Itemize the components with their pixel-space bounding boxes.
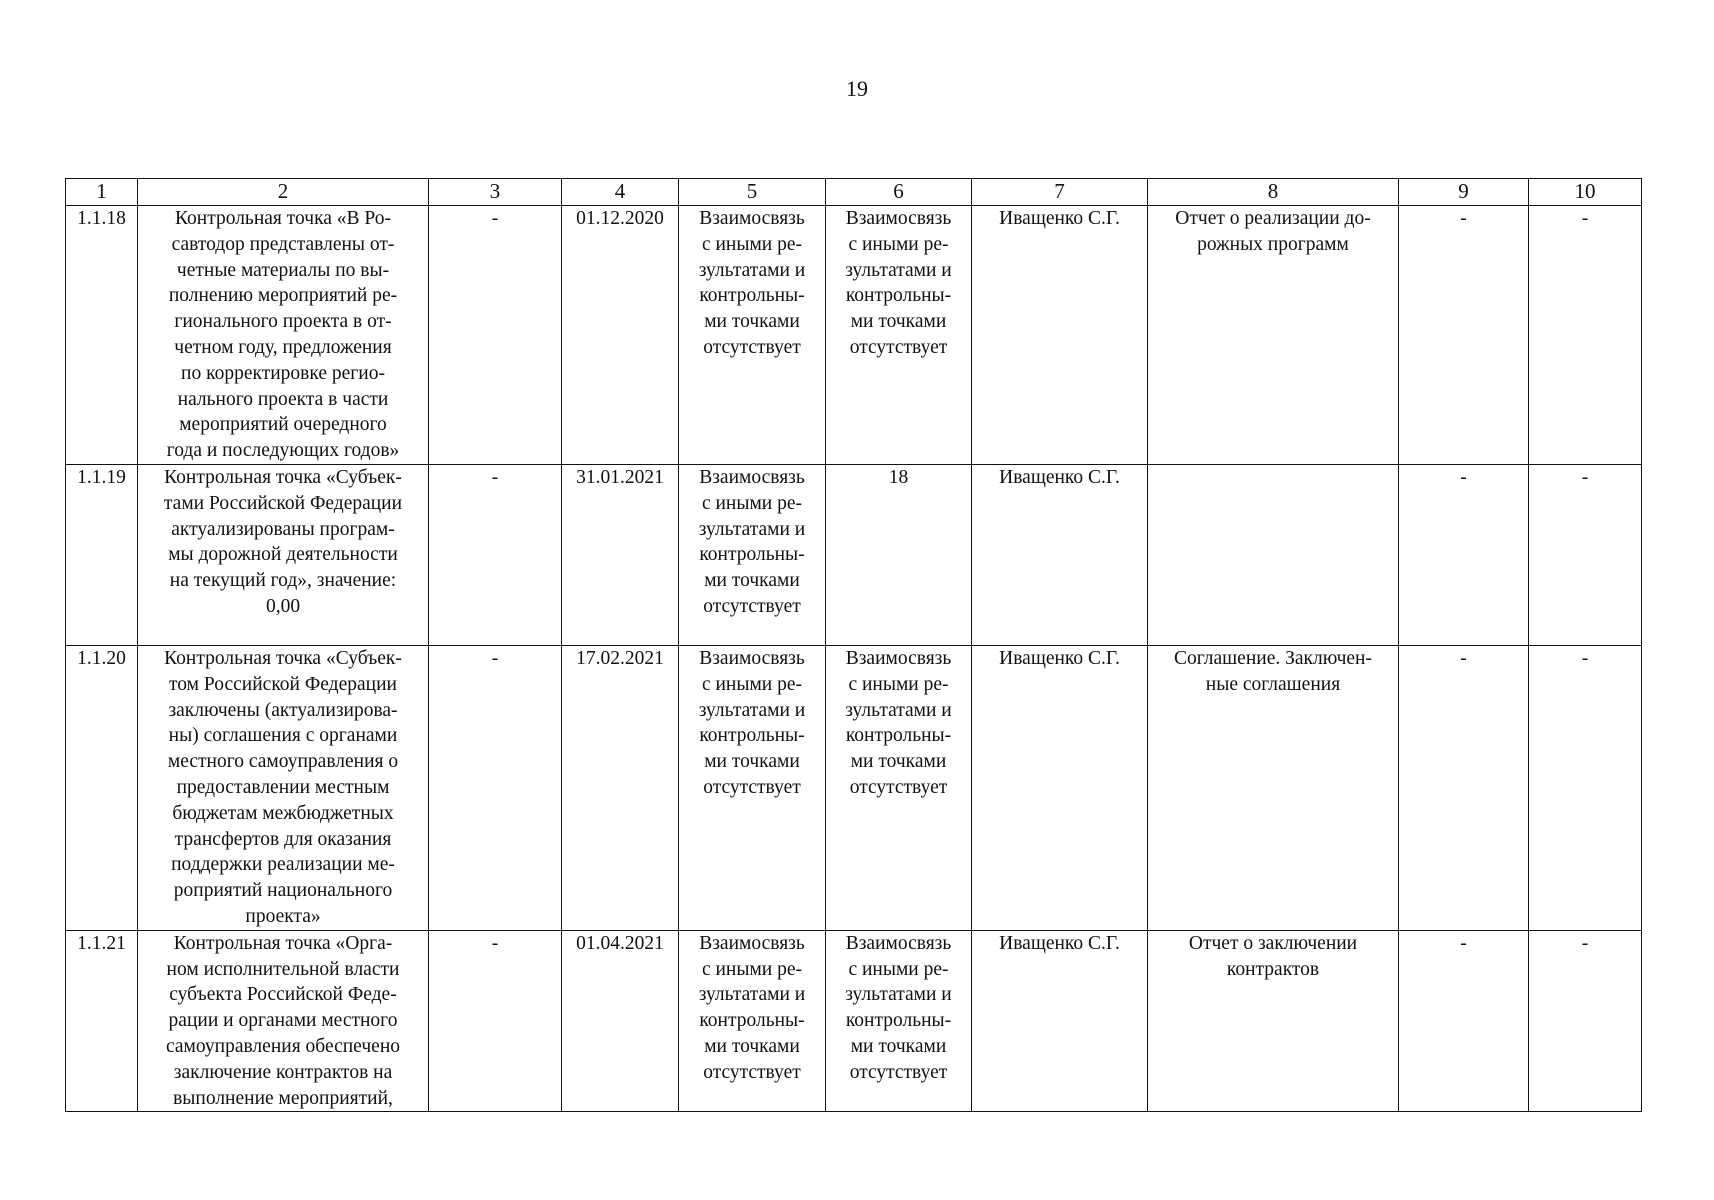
table-cell: 18 (826, 465, 972, 646)
table-cell: Взаимосвязь с иными ре- зультатами и контрольны- ми точками отсутствует (679, 206, 826, 465)
responsible-cell: Иващенко С.Г. (972, 206, 1148, 465)
table-header-row (66, 179, 1642, 206)
table-cell: Взаимосвязь с иными ре- зультатами и контрольны- ми точками отсутствует (679, 930, 826, 1112)
date-cell: 17.02.2021 (562, 646, 679, 931)
header-cell: 7 (972, 179, 1148, 206)
date-cell: 31.01.2021 (562, 465, 679, 646)
description-cell: Контрольная точка «Орга- ном исполнительной власти субъекта Российской Феде- рации и органами местного самоуправления обеспечено заключение контрактов на выполнение мероприятий, (138, 930, 429, 1112)
table-cell: - (1529, 465, 1642, 646)
table-cell: - (1399, 206, 1529, 465)
responsible-cell: Иващенко С.Г. (972, 930, 1148, 1112)
table-row (66, 465, 1642, 646)
header-cell: 1 (66, 179, 138, 206)
header-cell: 4 (562, 179, 679, 206)
description-cell: Контрольная точка «Субъек- тами Российской Федерации актуализированы програм- мы дорожной деятельности на текущий год», значение: 0,00 (138, 465, 429, 646)
table-cell: - (1529, 930, 1642, 1112)
header-cell: 10 (1529, 179, 1642, 206)
header-cell: 8 (1148, 179, 1399, 206)
table-cell: Взаимосвязь с иными ре- зультатами и контрольны- ми точками отсутствует (826, 206, 972, 465)
header-cell: 9 (1399, 179, 1529, 206)
table-cell (1148, 465, 1399, 646)
table-row (66, 206, 1642, 465)
description-cell: Контрольная точка «В Ро- савтодор представлены от- четные материалы по вы- полнению мероприятий ре- гионального проекта в от- четном году, предложения по корректировке регио- нального проекта в части мероприятий очередного года и последующих годов» (138, 206, 429, 465)
table-cell: - (1529, 646, 1642, 931)
table-cell: Соглашение. Заключен- ные соглашения (1148, 646, 1399, 931)
page-number: 19 (846, 76, 868, 101)
table-cell: Взаимосвязь с иными ре- зультатами и контрольны- ми точками отсутствует (826, 930, 972, 1112)
header-cell: 5 (679, 179, 826, 206)
table-cell: - (1399, 930, 1529, 1112)
table-cell: Взаимосвязь с иными ре- зультатами и контрольны- ми точками отсутствует (679, 646, 826, 931)
table-cell: Взаимосвязь с иными ре- зультатами и контрольны- ми точками отсутствует (679, 465, 826, 646)
date-cell: 01.04.2021 (562, 930, 679, 1112)
table-cell: - (1529, 206, 1642, 465)
row-number-cell: 1.1.20 (66, 646, 138, 931)
header-cell: 3 (429, 179, 562, 206)
table-cell: - (429, 930, 562, 1112)
table-row (66, 646, 1642, 931)
table-cell: - (1399, 465, 1529, 646)
date-cell: 01.12.2020 (562, 206, 679, 465)
description-cell: Контрольная точка «Субъек- том Российской Федерации заключены (актуализирова- ны) соглашения с органами местного самоуправления о предоставлении местным бюджетам межбюджетных трансфертов для оказания поддержки реализации ме- роприятий национального проекта» (138, 646, 429, 931)
table-cell: Отчет о реализации до- рожных программ (1148, 206, 1399, 465)
table-cell: - (1399, 646, 1529, 931)
header-cell: 2 (138, 179, 429, 206)
row-number-cell: 1.1.18 (66, 206, 138, 465)
responsible-cell: Иващенко С.Г. (972, 646, 1148, 931)
table-cell: - (429, 465, 562, 646)
row-number-cell: 1.1.19 (66, 465, 138, 646)
table-cell: Взаимосвязь с иными ре- зультатами и контрольны- ми точками отсутствует (826, 646, 972, 931)
control-points-table (65, 178, 1642, 1112)
responsible-cell: Иващенко С.Г. (972, 465, 1148, 646)
table-row (66, 930, 1642, 1112)
row-number-cell: 1.1.21 (66, 930, 138, 1112)
table-cell: - (429, 646, 562, 931)
header-cell: 6 (826, 179, 972, 206)
table-cell: Отчет о заключении контрактов (1148, 930, 1399, 1112)
table-cell: - (429, 206, 562, 465)
